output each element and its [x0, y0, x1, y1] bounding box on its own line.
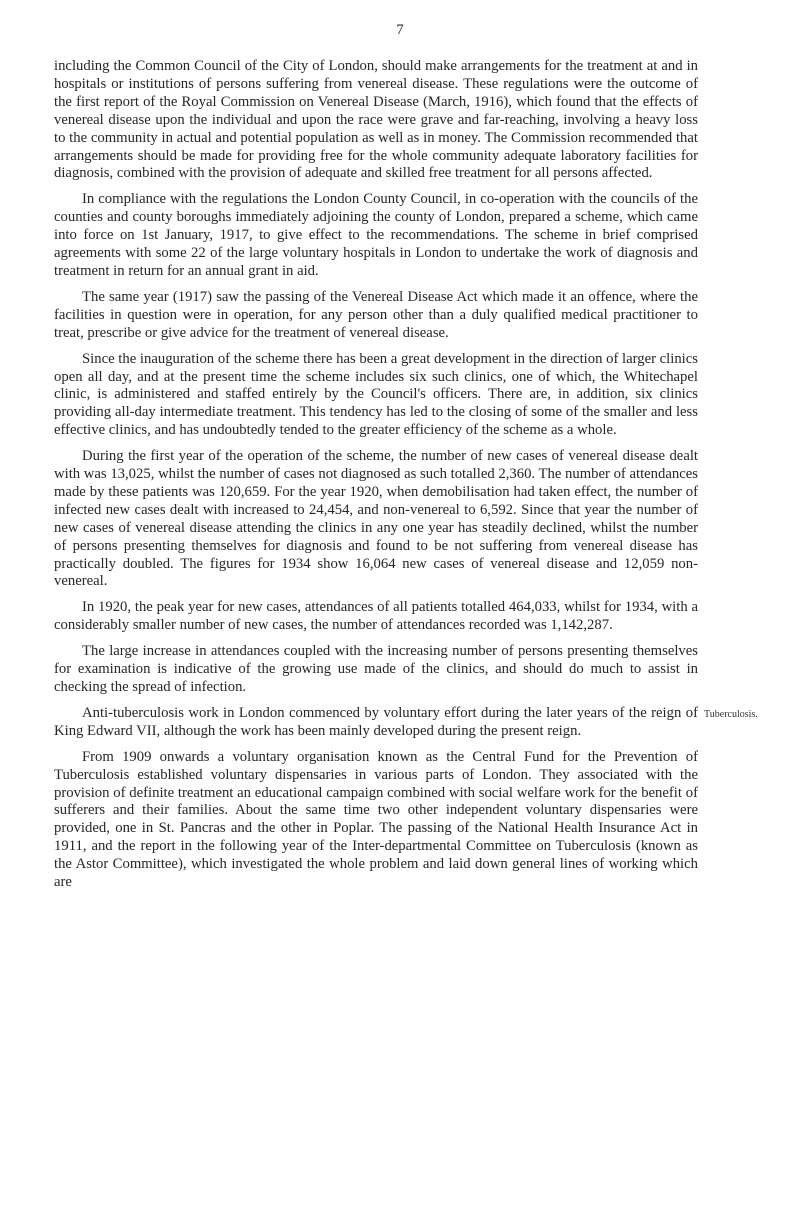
paragraph-4: Since the inauguration of the scheme there has been a great development in the direction of larger clinics open all day, and at the present time the scheme includes six such clinics, one of which, the Whitechapel clinic, is administered and staffed entirely by the Council's officers. There are, in addition, six clinics providing all-day intermediate treatment. This tendency has led to the closing of some of the smaller and less effective clinics, and has undoubtedly tended to the greater efficiency of the scheme as a whole. — [54, 350, 698, 439]
paragraph-2: In compliance with the regulations the London County Council, in co-operation with the councils of the counties and county boroughs immediately adjoining the county of London, prepared a scheme, which came into force on 1st January, 1917, to give effect to the recommendations. The scheme in brief comprised agreements with some 22 of the large voluntary hospitals in London to undertake the work of diagnosis and treatment in return for an annual grant in aid. — [54, 191, 698, 279]
paragraph-3: The same year (1917) saw the passing of the Venereal Disease Act which made it an offence, where the facilities in question were in operation, for any person other than a duly qualified medical practitioner to treat, prescribe or give advice for the treatment of venereal disease. — [54, 288, 698, 341]
body-text — [54, 58, 698, 900]
paragraph-8-tuberculosis: Anti-tuberculosis work in London commenced by voluntary effort during the later years of the reign of King Edward VII, although the work has been mainly developed during the present reign. — [54, 704, 698, 739]
paragraph-9: From 1909 onwards a voluntary organisation known as the Central Fund for the Prevention of Tuberculosis established voluntary dispensaries in various parts of London. They associated with the provision of definite treatment an educational campaign combined with social welfare work for the benefit of sufferers and their families. About the same time two other independent voluntary dispensaries were provided, one in St. Pancras and the other in Poplar. The passing of the National Health Insurance Act in 1911, and the report in the following year of the Inter-departmental Committee on Tuberculosis (known as the Astor Committee), which investigated the whole problem and laid down general lines of working which are — [54, 748, 698, 891]
paragraph-5: During the first year of the operation of the scheme, the number of new cases of venereal disease dealt with was 13,025, whilst the number of cases not diagnosed as such totalled 2,360. The number of attendances made by these patients was 120,659. For the year 1920, when demobilisation had taken effect, the number of infected new cases dealt with increased to 24,454, and non-venereal to 6,592. Since that year the number of new cases of venereal disease attending the clinics in any one year has steadily declined, whilst the number of persons presenting themselves for diagnosis and found to be not suffering from venereal disease has practically doubled. The figures for 1934 show 16,064 new cases of venereal disease and 12,059 non-venereal. — [54, 448, 698, 590]
margin-note-tuberculosis: Tuberculosis. — [704, 708, 758, 720]
page-number: 7 — [396, 22, 404, 38]
paragraph-1: including the Common Council of the City of London, should make arrangements for the treatment at and in hospitals or institutions of persons suffering from venereal disease. These regulations were the outcome of the first report of the Royal Commission on Venereal Disease (March, 1916), which found that the effects of venereal disease upon the individual and upon the race were grave and far-reaching, involving a heavy loss to the community in actual and potential population as well as in money. The Commission recommended that arrangements should be made for providing free for the whole community adequate laboratory facilities for diagnosis, combined with the provision of adequate and skilled free treatment for all persons affected. — [54, 58, 698, 182]
paragraph-7: The large increase in attendances coupled with the increasing number of persons presenting themselves for examination is indicative of the growing use made of the clinics, and should do much to assist in checking the spread of infection. — [54, 643, 698, 695]
paragraph-6: In 1920, the peak year for new cases, attendances of all patients totalled 464,033, whilst for 1934, with a considerably smaller number of new cases, the number of attendances recorded was 1,142,287. — [54, 599, 698, 634]
